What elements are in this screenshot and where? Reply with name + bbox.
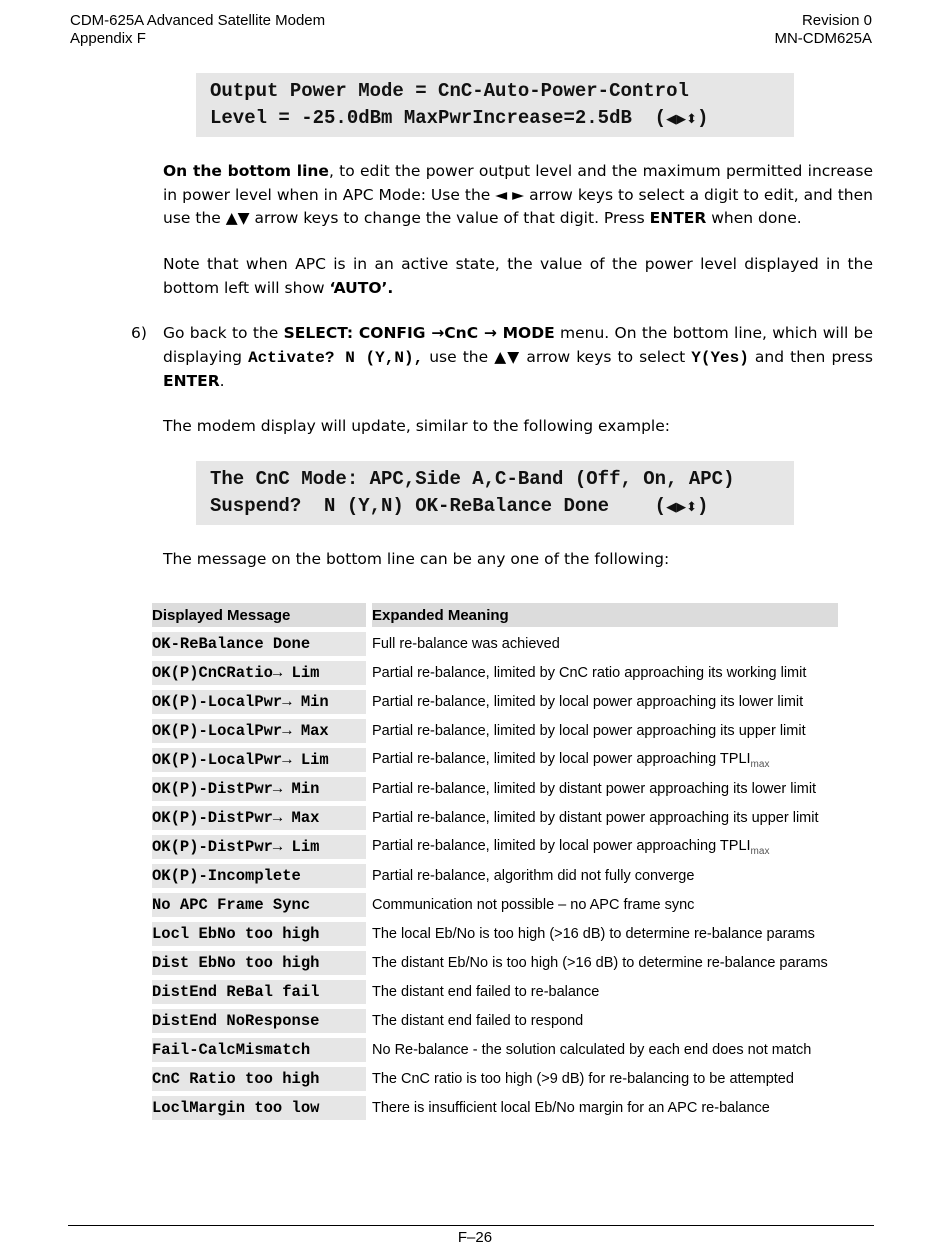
page-header-right	[774, 12, 872, 48]
lcd-line-2-text: Suspend? N (Y,N) OK-ReBalance Done (	[210, 495, 667, 517]
displayed-message-cell: OK(P)-LocalPwr→ Max	[152, 719, 366, 743]
table-row	[152, 835, 838, 859]
meaning-text: The local Eb/No is too high (>16 dB) to determine re-balance params	[372, 926, 815, 942]
page-header-left	[70, 12, 325, 48]
document-title: CDM-625A Advanced Satellite Modem	[70, 12, 326, 29]
table-row	[152, 1067, 838, 1091]
step6-t4: and then press	[748, 347, 873, 366]
table-row	[152, 1038, 838, 1062]
displayed-message-cell: OK(P)-DistPwr→ Max	[152, 806, 366, 830]
table-row	[152, 1096, 838, 1120]
para2-text: Note that when APC is in an active state, the value of the power level displayed in the bottom left will show	[163, 255, 873, 297]
meaning-text: Partial re-balance, limited by local power approaching TPLI	[372, 750, 751, 767]
meaning-text: Partial re-balance, limited by distant power approaching its upper limit	[372, 810, 819, 826]
table-row	[152, 806, 838, 830]
meaning-text: Partial re-balance, limited by distant power approaching its lower limit	[372, 781, 817, 797]
step-number: 6)	[131, 324, 147, 342]
expanded-meaning-cell	[372, 806, 838, 830]
para1-bold: On the bottom line	[163, 162, 329, 180]
meaning-text: Partial re-balance, algorithm did not fully converge	[372, 868, 695, 884]
lcd-line-1: The CnC Mode: APC,Side A,C-Band (Off, On, APC)	[210, 468, 735, 490]
appendix-label: Appendix F	[70, 30, 146, 47]
displayed-message-cell: Locl EbNo too high	[152, 922, 366, 946]
expanded-meaning-cell	[372, 690, 838, 714]
table-body	[152, 632, 838, 1120]
lcd-line-1: Output Power Mode = CnC-Auto-Power-Control	[210, 80, 689, 102]
table-row	[152, 922, 838, 946]
paragraph-step-6	[163, 322, 873, 394]
table-row	[152, 748, 838, 772]
expanded-meaning-cell	[372, 951, 838, 975]
displayed-message-cell: DistEnd ReBal fail	[152, 980, 366, 1004]
table-row	[152, 980, 838, 1004]
expanded-meaning-cell	[372, 661, 838, 685]
displayed-message-cell: DistEnd NoResponse	[152, 1009, 366, 1033]
expanded-meaning-cell	[372, 922, 838, 946]
displayed-message-cell: CnC Ratio too high	[152, 1067, 366, 1091]
step6-menu-path: SELECT: CONFIG →CnC → MODE	[283, 324, 555, 342]
meaning-text: Partial re-balance, limited by local power approaching TPLI	[372, 837, 751, 854]
lcd-line-2	[210, 105, 780, 133]
para1-enter: ENTER	[649, 209, 707, 227]
displayed-message-cell: OK(P)-LocalPwr→ Lim	[152, 748, 366, 772]
page-number: F–26	[457, 1229, 493, 1246]
step6-t5: .	[219, 372, 225, 390]
expanded-meaning-cell	[372, 893, 838, 917]
table-row	[152, 632, 838, 656]
meaning-text: The CnC ratio is too high (>9 dB) for re-balancing to be attempted	[372, 1071, 794, 1087]
expanded-meaning-cell	[372, 1009, 838, 1033]
lcd-display-output-power	[196, 73, 794, 137]
lcd-display-cnc-mode	[196, 461, 794, 525]
meaning-text: Partial re-balance, limited by CnC ratio approaching its working limit	[372, 665, 807, 681]
para1-text: , to edit the power output level and the maximum permitted increase in power level when in APC Mode: Use the ◄ ► arrow keys to select a digit to edit, and then use the ▲▼ arrow keys to change the value of that digit. Press	[163, 162, 873, 227]
displayed-message-cell: No APC Frame Sync	[152, 893, 366, 917]
table-row	[152, 661, 838, 685]
meaning-text: The distant Eb/No is too high (>16 dB) to determine re-balance params	[372, 955, 828, 971]
table-row	[152, 719, 838, 743]
paragraph-apc-note	[163, 253, 873, 300]
expanded-meaning-cell	[372, 748, 838, 772]
meaning-text: Partial re-balance, limited by local power approaching its lower limit	[372, 694, 804, 710]
meaning-text: The distant end failed to re-balance	[372, 984, 600, 1000]
meaning-text: No Re-balance - the solution calculated by each end does not match	[372, 1042, 812, 1058]
table-row	[152, 777, 838, 801]
table-row	[152, 893, 838, 917]
displayed-message-cell: OK(P)-LocalPwr→ Min	[152, 690, 366, 714]
table-row	[152, 951, 838, 975]
paragraph-display-update: The modem display will update, similar to the following example:	[163, 417, 670, 435]
footer-divider	[68, 1225, 874, 1226]
lcd-line-2-text: Level = -25.0dBm MaxPwrIncrease=2.5dB (	[210, 107, 667, 129]
paragraph-message-intro: The message on the bottom line can be any one of the following:	[163, 550, 670, 568]
displayed-message-cell: OK-ReBalance Done	[152, 632, 366, 656]
arrow-keys-icon: ◀▶⬍	[666, 500, 697, 515]
expanded-meaning-cell	[372, 980, 838, 1004]
displayed-message-cell: OK(P)CnCRatio→ Lim	[152, 661, 366, 685]
displayed-message-cell: Fail-CalcMismatch	[152, 1038, 366, 1062]
expanded-meaning-cell	[372, 1038, 838, 1062]
meaning-text: Partial re-balance, limited by local power approaching its upper limit	[372, 723, 806, 739]
step6-enter: ENTER	[163, 372, 220, 390]
meaning-text: Communication not possible – no APC frame sync	[372, 897, 695, 913]
para2-bold: ‘AUTO’.	[329, 278, 394, 297]
meaning-text: The distant end failed to respond	[372, 1013, 584, 1029]
table-row	[152, 690, 838, 714]
table-row	[152, 864, 838, 888]
column-header-message: Displayed Message	[152, 603, 366, 627]
step6-activate-prompt: Activate? N (Y,N),	[248, 348, 424, 367]
step6-t2: menu. On the bottom line, which will be displaying	[163, 324, 873, 366]
step6-t3: use the ▲▼ arrow keys to select	[423, 347, 692, 366]
displayed-message-cell: OK(P)-Incomplete	[152, 864, 366, 888]
expanded-meaning-cell	[372, 864, 838, 888]
expanded-meaning-cell	[372, 1096, 838, 1120]
step6-t1: Go back to the	[163, 324, 284, 342]
meaning-text: There is insufficient local Eb/No margin for an APC re-balance	[372, 1100, 770, 1116]
expanded-meaning-cell	[372, 632, 838, 656]
paragraph-bottom-line-edit	[163, 160, 873, 231]
manual-number: MN-CDM625A	[774, 30, 872, 47]
expanded-meaning-cell	[372, 777, 838, 801]
expanded-meaning-cell	[372, 835, 838, 859]
displayed-message-cell: LoclMargin too low	[152, 1096, 366, 1120]
expanded-meaning-cell	[372, 1067, 838, 1091]
expanded-meaning-cell	[372, 719, 838, 743]
column-header-meaning: Expanded Meaning	[372, 603, 838, 627]
lcd-close-paren: )	[696, 107, 709, 129]
subscript-max: max	[750, 845, 770, 857]
table-header-row	[152, 603, 838, 627]
arrow-keys-icon: ◀▶⬍	[666, 112, 697, 127]
lcd-line-2	[210, 493, 780, 521]
displayed-message-cell: Dist EbNo too high	[152, 951, 366, 975]
table-row	[152, 1009, 838, 1033]
message-table	[152, 598, 838, 1125]
displayed-message-cell: OK(P)-DistPwr→ Lim	[152, 835, 366, 859]
displayed-message-cell: OK(P)-DistPwr→ Min	[152, 777, 366, 801]
step6-yes-option: Y(Yes)	[691, 348, 749, 367]
meaning-text: Full re-balance was achieved	[372, 636, 560, 652]
subscript-max: max	[750, 758, 770, 770]
lcd-close-paren: )	[696, 495, 709, 517]
para1-end: when done.	[706, 209, 802, 227]
revision-label: Revision 0	[801, 12, 872, 29]
